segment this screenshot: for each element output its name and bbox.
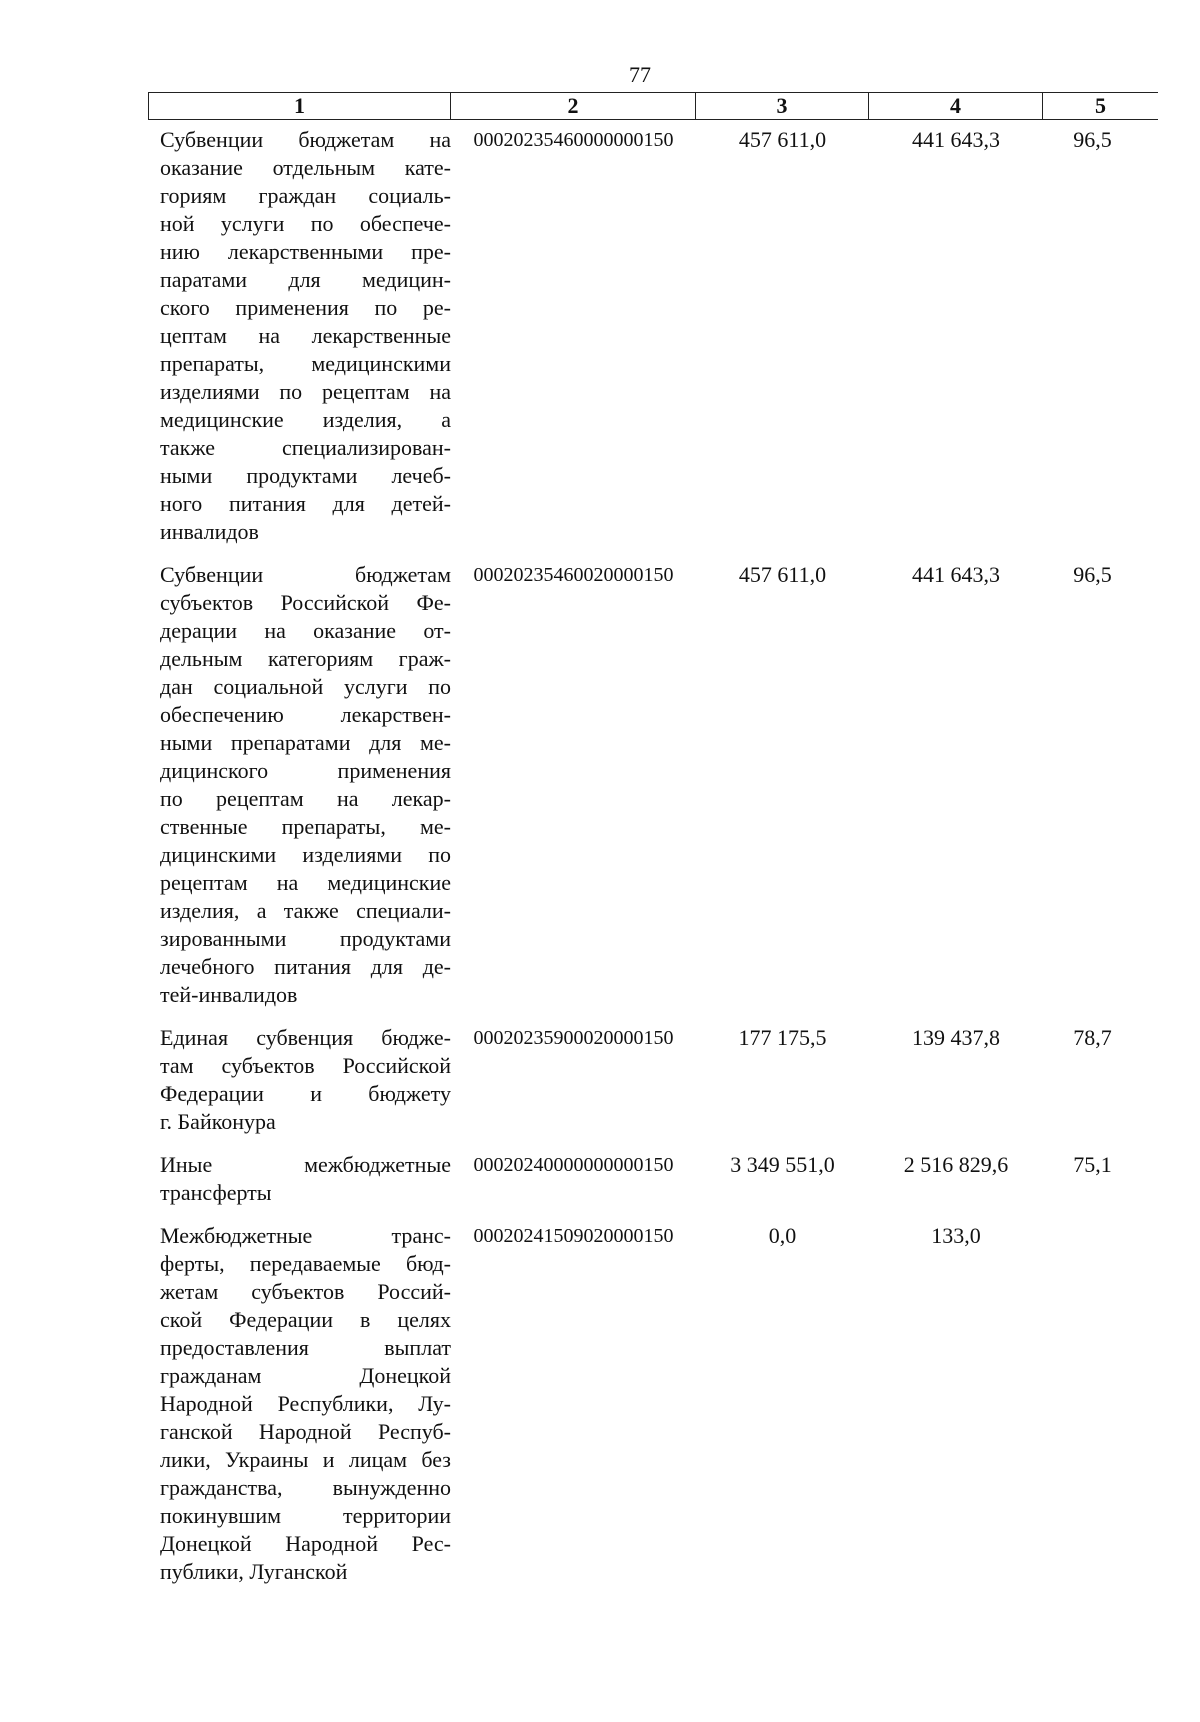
description-line: нию лекарственными пре-: [160, 239, 451, 264]
description-line: Иные межбюджетные: [160, 1152, 451, 1177]
page-number: 77: [629, 62, 651, 87]
row-plan: 0,0: [768, 1223, 797, 1248]
row-description: [148, 561, 451, 1009]
description-line: обеспечению лекарствен-: [160, 702, 451, 727]
table-row: [148, 1151, 1158, 1207]
row-description: [148, 1024, 451, 1136]
row-code: 00020235460000000150: [473, 129, 674, 151]
row-code: 00020241509020000150: [473, 1225, 674, 1247]
row-plan: 457 611,0: [738, 562, 827, 587]
description-line: оказание отдельным кате-: [160, 155, 451, 180]
row-percent: 96,5: [1073, 562, 1112, 587]
description-line: гражданства, вынужденно: [160, 1475, 451, 1500]
description-line: дан социальной услуги по: [160, 674, 451, 699]
row-actual: 139 437,8: [912, 1025, 1000, 1050]
row-code: 00020235460020000150: [473, 564, 674, 586]
description-line: ганской Народной Респуб-: [160, 1419, 451, 1444]
description-line: ными продуктами лечеб-: [160, 463, 451, 488]
description-line: Субвенции бюджетам: [160, 562, 451, 587]
description-line: лечебного питания для де-: [160, 954, 451, 979]
description-line: ской Федерации в целях: [160, 1307, 451, 1332]
table-row: [148, 561, 1158, 1009]
row-description: [148, 1222, 451, 1586]
table-row: [148, 1024, 1158, 1136]
description-line: медицинские изделия, а: [160, 407, 451, 432]
description-line: зированными продуктами: [160, 926, 451, 951]
description-line: рецептам на медицинские: [160, 870, 451, 895]
description-line: ского применения по ре-: [160, 295, 451, 320]
description-line: паратами для медицин-: [160, 267, 451, 292]
description-line: изделия, а также специали-: [160, 898, 451, 923]
description-line: публики, Луганской: [160, 1559, 348, 1584]
column-header-4: 4: [869, 93, 1043, 119]
table-row: [148, 126, 1158, 546]
column-header-1: 1: [148, 93, 451, 119]
description-line: препараты, медицинскими: [160, 351, 451, 376]
column-header-3: 3: [696, 93, 869, 119]
row-actual: 133,0: [931, 1223, 981, 1248]
row-plan: 3 349 551,0: [730, 1152, 835, 1177]
description-line: жетам субъектов Россий-: [160, 1279, 451, 1304]
row-percent: 78,7: [1073, 1025, 1112, 1050]
description-line: инвалидов: [160, 519, 259, 544]
description-line: Народной Республики, Лу-: [160, 1391, 451, 1416]
description-line: дельным категориям граж-: [160, 646, 451, 671]
row-code: 00020240000000000150: [473, 1154, 674, 1176]
description-line: цептам на лекарственные: [160, 323, 451, 348]
table-row: [148, 1222, 1158, 1586]
description-line: г. Байконура: [160, 1109, 276, 1134]
column-header-5: 5: [1095, 93, 1106, 118]
row-percent: 96,5: [1073, 127, 1112, 152]
description-line: ными препаратами для ме-: [160, 730, 451, 755]
description-line: ферты, передаваемые бюд-: [160, 1251, 451, 1276]
description-line: субъектов Российской Фе-: [160, 590, 451, 615]
row-code: 00020235900020000150: [473, 1027, 674, 1049]
budget-table: [148, 92, 1158, 1601]
description-line: тей-инвалидов: [160, 982, 298, 1007]
row-plan: 457 611,0: [738, 127, 827, 152]
description-line: дицинскими изделиями по: [160, 842, 451, 867]
row-description: [148, 1151, 451, 1207]
row-actual: 441 643,3: [912, 562, 1000, 587]
description-line: гориям граждан социаль-: [160, 183, 451, 208]
description-line: Межбюджетные транс-: [160, 1223, 451, 1248]
description-line: трансферты: [160, 1180, 272, 1205]
row-plan: 177 175,5: [738, 1025, 827, 1050]
row-description: [148, 126, 451, 546]
description-line: дерации на оказание от-: [160, 618, 451, 643]
description-line: Федерации и бюджету: [160, 1081, 451, 1106]
column-header-2: 2: [451, 93, 696, 119]
table-header: [148, 92, 1158, 120]
description-line: ственные препараты, ме-: [160, 814, 451, 839]
row-percent: [1043, 1222, 1158, 1586]
description-line: изделиями по рецептам на: [160, 379, 451, 404]
description-line: Единая субвенция бюдже-: [160, 1025, 451, 1050]
table-body: [148, 126, 1158, 1586]
row-actual: 441 643,3: [912, 127, 1000, 152]
row-actual: 2 516 829,6: [903, 1152, 1009, 1177]
description-line: ного питания для детей-: [160, 491, 451, 516]
description-line: покинувшим территории: [160, 1503, 451, 1528]
description-line: лики, Украины и лицам без: [160, 1447, 451, 1472]
description-line: там субъектов Российской: [160, 1053, 451, 1078]
description-line: дицинского применения: [160, 758, 451, 783]
description-line: гражданам Донецкой: [160, 1363, 451, 1388]
description-line: ной услуги по обеспече-: [160, 211, 451, 236]
row-percent: 75,1: [1073, 1152, 1112, 1177]
description-line: также специализирован-: [160, 435, 451, 460]
description-line: Донецкой Народной Рес-: [160, 1531, 451, 1556]
description-line: Субвенции бюджетам на: [160, 127, 451, 152]
description-line: предоставления выплат: [160, 1335, 451, 1360]
description-line: по рецептам на лекар-: [160, 786, 451, 811]
